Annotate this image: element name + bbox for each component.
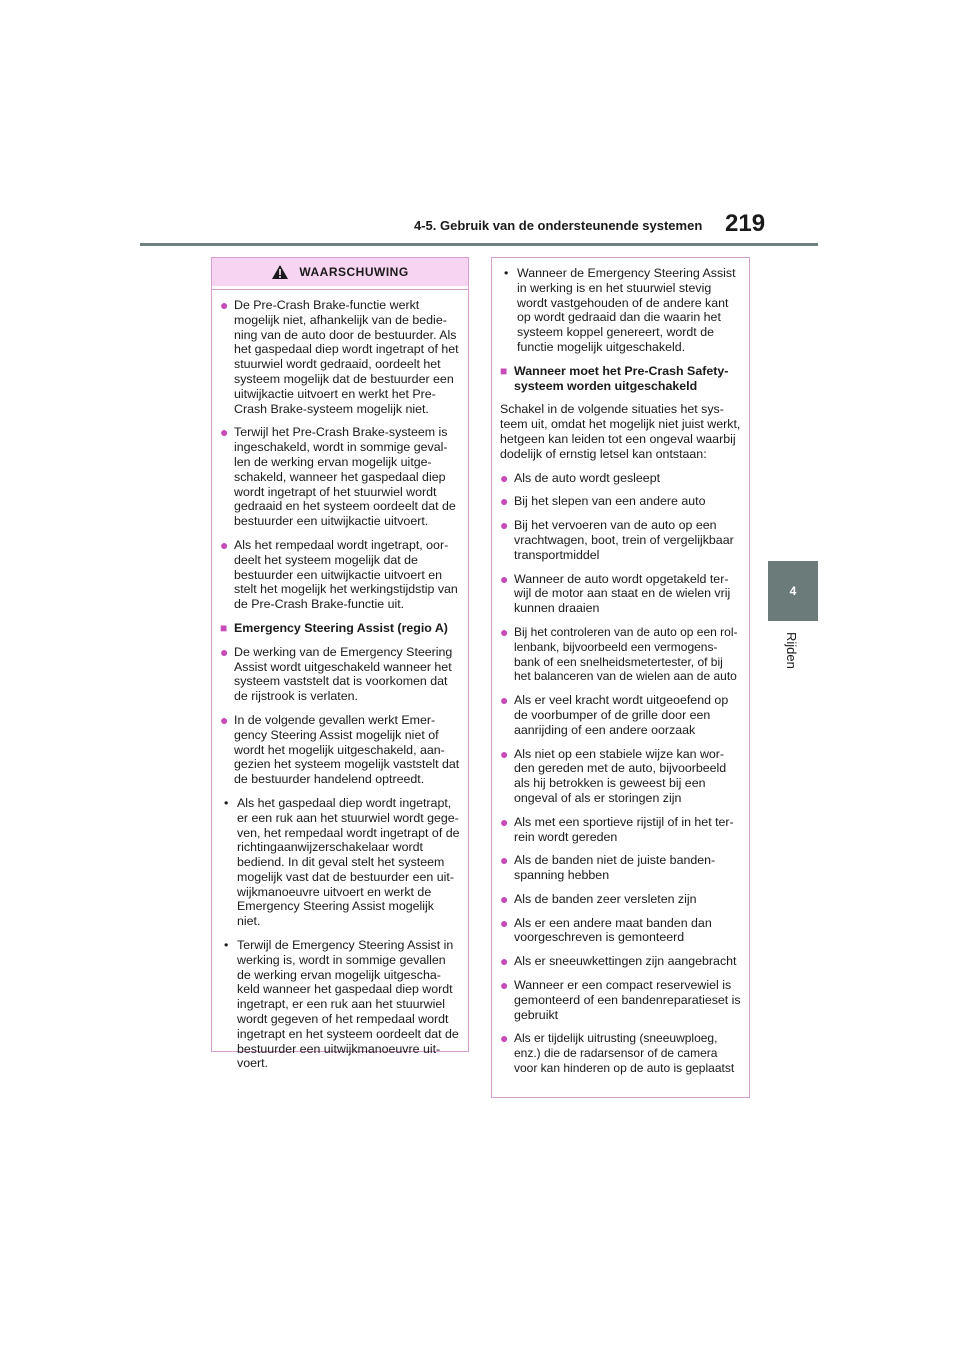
item-text: Bij het controleren van de auto op een rol-lenbank, bijvoorbeeld een vermogens-bank of een snelheidsmetertester, of bij het balanceren van de wielen aan de auto <box>514 624 738 684</box>
item-text: In de volgende gevallen werkt Emer-gency Steering Assist mogelijk niet of wordt het mogelijk uitgeschakeld, aan-gezien het systeem mogelijk vaststelt dat de bestuurder handelend optreedt. <box>234 712 460 787</box>
item-text: Terwijl het Pre-Crash Brake-systeem is ingeschakeld, wordt in sommige geval-len de werking ervan mogelijk uitge-schakeld, wanneer het gaspedaal diep wordt ingetrapt of het stuurwiel wordt gedraaid en het systeem oordeelt dat de bestuurder een uitwijkactie uitvoert. <box>234 425 456 529</box>
item-text: Bij het slepen van een andere auto <box>514 494 706 509</box>
bullet-icon: ● <box>500 745 509 762</box>
intro-paragraph: Schakel in de volgende situaties het sys-teem uit, omdat het mogelijk niet juist werkt, hetgeen kan leiden tot een ongeval waarbij dodelijk of ernstig letsel kan ontstaan: <box>500 402 741 461</box>
item-text: Als er veel kracht wordt uitgeoefend op de voorbumper of de grille door een aanrijding of een andere oorzaak <box>514 693 729 737</box>
list-item <box>500 853 741 883</box>
bullet-icon: ● <box>500 977 509 994</box>
warning-header <box>212 258 468 286</box>
item-text: Terwijl de Emergency Steering Assist in werking is, wordt in sommige gevallen de werking ervan mogelijk uitgescha-keld wanneer het gaspedaal diep wordt ingetrapt, er een ruk aan het stuurwiel wordt gegeven of het rempedaal wordt ingetrapt en het systeem oordeelt dat de bestuurder een uitwijkmanoeuvre uit-voert. <box>237 938 459 1071</box>
item-text: Wanneer de Emergency Steering Assist in werking is en het stuurwiel stevig wordt vastgehouden of de andere kant op wordt gedraaid dan die waarin het systeem koppel genereert, wordt de functie mogelijk uitgeschakeld. <box>517 266 736 354</box>
item-text: Als de banden zeer versleten zijn <box>514 891 697 906</box>
bullet-icon: ● <box>500 890 509 907</box>
square-bullet-icon: ■ <box>220 620 228 635</box>
bullet-icon: ● <box>220 536 229 553</box>
square-bullet-icon: ■ <box>500 363 508 378</box>
bullet-icon: ● <box>500 1030 509 1047</box>
list-item <box>220 645 460 704</box>
bullet-icon: ● <box>500 570 509 587</box>
bullet-icon: ● <box>220 643 229 660</box>
warning-box <box>211 257 469 1071</box>
list-item <box>500 494 741 509</box>
item-text: Als het gaspedaal diep wordt ingetrapt, er een ruk aan het stuurwiel wordt gege-ven, het rempedaal wordt ingetrapt of de richtingaanwijzerschakelaar wordt bediend. In dit geval stelt het systeem mogelijk vast dat de bestuurder een uit-wijkmanoeuvre uitvoert en werkt de Emergency Steering Assist mogelijk niet. <box>237 795 460 929</box>
sub-item <box>500 266 741 355</box>
chapter-label: Rijden <box>784 632 799 669</box>
bullet-icon: ● <box>500 493 509 510</box>
bullet-icon: ● <box>220 711 229 728</box>
item-text: Wanneer de auto wordt opgetakeld ter-wijl de motor aan staat en de wielen vrij kunnen draaien <box>514 571 731 616</box>
section-title: 4-5. Gebruik van de ondersteunende systemen <box>414 218 703 233</box>
list-item <box>220 538 460 612</box>
list-item <box>220 425 460 529</box>
item-text: De Pre-Crash Brake-functie werkt mogelijk niet, afhankelijk van de bedie-ning van de auto door de bestuurder. Als het gaspedaal diep wordt ingetrapt of het stuurwiel wordt gedraaid, oordeelt het systeem mogelijk dat de bestuurder een uitwijkactie uitvoert en werkt het Pre-Crash Brake-systeem mogelijk niet. <box>234 298 459 416</box>
list-item <box>500 693 741 737</box>
bullet-icon: ● <box>500 852 509 869</box>
item-text: Bij het vervoeren van de auto op een vrachtwagen, boot, trein of vergelijkbaar transportmiddel <box>514 518 734 562</box>
sub-item <box>220 938 460 1071</box>
item-text: Als de banden niet de juiste banden-spanning hebben <box>514 853 716 883</box>
item-text: Als de auto wordt gesleept <box>514 470 661 485</box>
warning-title: WAARSCHUWING <box>299 265 409 279</box>
item-text: Als er een andere maat banden dan voorgeschreven is gemonteerd <box>514 915 712 945</box>
dot-bullet-icon: • <box>224 938 229 953</box>
list-item <box>500 572 741 616</box>
bullet-icon: ● <box>500 692 509 709</box>
list-item <box>500 954 741 969</box>
warning-content <box>212 290 468 1071</box>
heading-text: Emergency Steering Assist (regio A) <box>234 620 448 635</box>
header-divider <box>140 243 818 246</box>
bullet-icon: ● <box>500 469 509 486</box>
list-item <box>500 916 741 946</box>
list-item <box>500 625 741 684</box>
item-text: Als het rempedaal wordt ingetrapt, oor-deelt het systeem mogelijk dat de bestuurder een uitwijkactie uitvoert en stelt het mogelijk het werkingstijdstip van de Pre-Crash Brake-functie uit. <box>234 537 458 612</box>
list-item <box>220 713 460 787</box>
section-heading <box>500 364 741 394</box>
list-item <box>500 815 741 845</box>
dot-bullet-icon: • <box>504 266 509 280</box>
item-text: Wanneer er een compact reservewiel is gemonteerd of een bandenreparatieset is gebruikt <box>514 978 741 1022</box>
sub-item <box>220 796 460 929</box>
item-text: Als niet op een stabiele wijze kan wor-den gereden met de auto, bijvoorbeeld als hij betrokken is geweest bij een ongeval of als er storingen zijn <box>514 746 727 805</box>
chapter-tab: 4 <box>768 561 818 621</box>
bullet-icon: ● <box>220 297 229 313</box>
item-text: Als er sneeuwkettingen zijn aangebracht <box>514 954 737 969</box>
bullet-icon: ● <box>500 914 509 931</box>
continuation-content <box>492 258 749 1076</box>
bullet-icon: ● <box>220 424 229 441</box>
list-item <box>500 471 741 486</box>
list-item <box>500 518 741 562</box>
item-text: Als met een sportieve rijstijl of in het ter-rein wordt gereden <box>514 814 734 844</box>
section-heading <box>220 621 460 636</box>
list-item <box>500 892 741 907</box>
list-item <box>500 1031 741 1075</box>
bullet-icon: ● <box>500 517 509 534</box>
list-item <box>500 747 741 806</box>
dot-bullet-icon: • <box>224 795 229 810</box>
item-text: De werking van de Emergency Steering Assist wordt uitgeschakeld wanneer het systeem vaststelt dat is voorkomen dat de rijstrook is verlaten. <box>234 644 453 704</box>
list-item <box>500 978 741 1022</box>
bullet-icon: ● <box>500 813 509 830</box>
item-text: Als er tijdelijk uitrusting (sneeuwploeg, enz.) die de radarsensor of de camera voor kan hinderen op de auto is geplaatst <box>514 1031 735 1076</box>
continuation-box <box>491 257 750 1098</box>
heading-text: Wanneer moet het Pre-Crash Safety-systeem worden uitgeschakeld <box>514 363 729 393</box>
bullet-icon: ● <box>500 953 509 970</box>
bullet-icon: ● <box>500 623 509 640</box>
warning-triangle-icon <box>271 264 289 280</box>
page-number: 219 <box>725 210 766 237</box>
list-item <box>220 298 460 416</box>
